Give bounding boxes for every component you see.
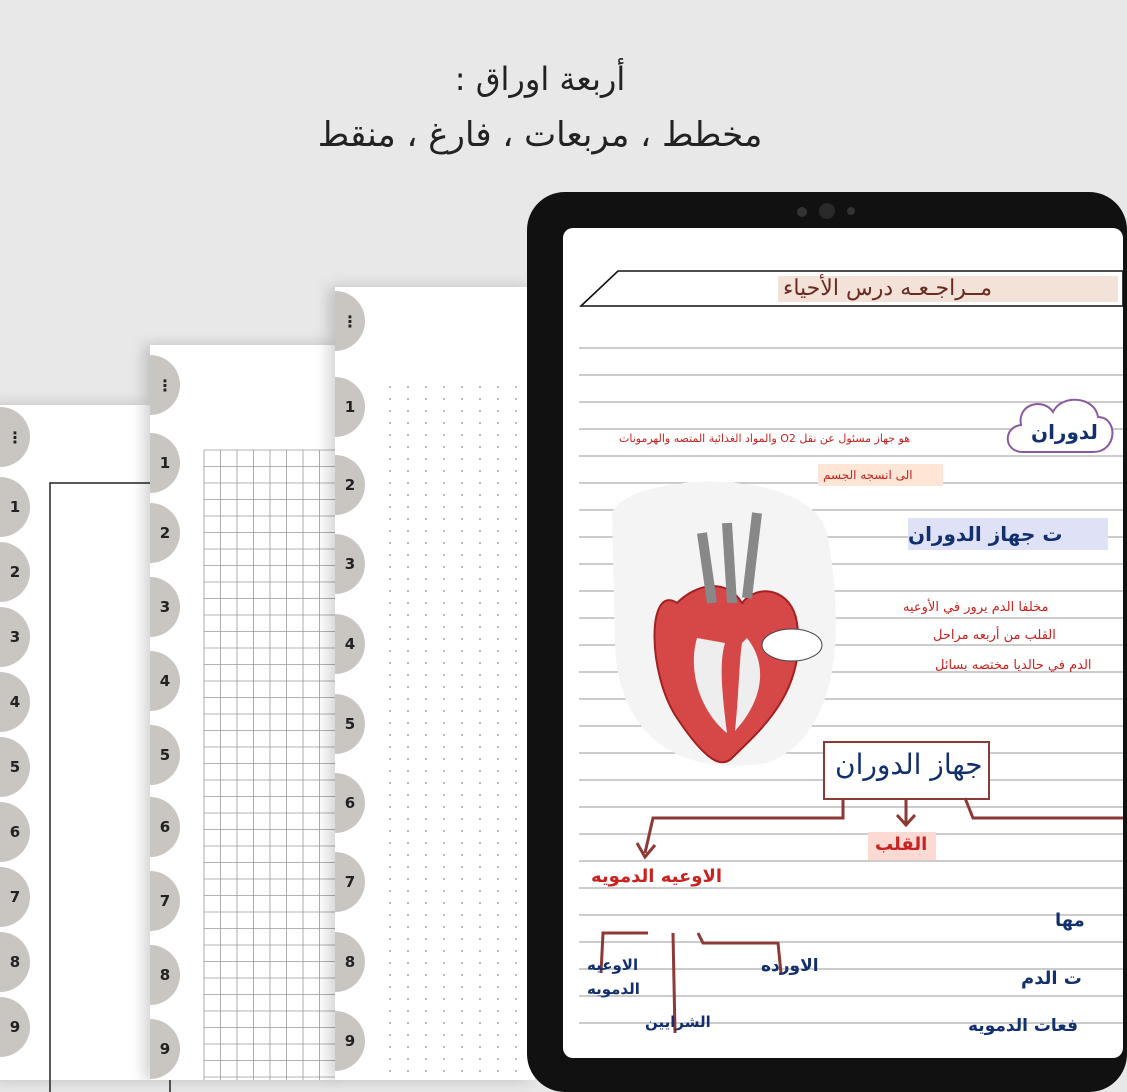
- tab-5[interactable]: 5: [335, 694, 365, 754]
- notes-page[interactable]: [563, 228, 1123, 1058]
- tab-8[interactable]: 8: [150, 945, 180, 1005]
- heart-label: القلب: [875, 834, 928, 855]
- menu-icon[interactable]: ⋮: [335, 291, 365, 351]
- line-a: مخلفا الدم يرور في الأوعيه: [903, 600, 1049, 615]
- menu-icon[interactable]: ⋮: [150, 355, 180, 415]
- tab-1[interactable]: 1: [335, 377, 365, 437]
- heart-diagram: [607, 473, 837, 773]
- definition-line-2: الى انسجه الجسم: [823, 468, 913, 482]
- tab-strip: [335, 287, 365, 1080]
- headline-line1: أربعة اوراق :: [454, 60, 626, 98]
- dot-pattern: [335, 287, 535, 1080]
- tab-8[interactable]: 8: [335, 932, 365, 992]
- tab-4[interactable]: 4: [0, 672, 30, 732]
- tab-3[interactable]: 3: [0, 607, 30, 667]
- right-label-1: مها: [1055, 910, 1085, 931]
- page-title: مــراجـعـه درس الأحياء: [783, 276, 993, 301]
- sensor-icon: [847, 207, 855, 215]
- tab-4[interactable]: 4: [150, 651, 180, 711]
- headline-line2: مخطط ، مربعات ، فارغ ، منقط: [317, 115, 763, 155]
- tab-1[interactable]: 1: [0, 477, 30, 537]
- menu-icon[interactable]: ⋮: [0, 407, 30, 467]
- tab-6[interactable]: 6: [0, 802, 30, 862]
- camera-icon: [819, 203, 835, 219]
- tab-4[interactable]: 4: [335, 614, 365, 674]
- tab-9[interactable]: 9: [150, 1019, 180, 1079]
- blank-page: [0, 405, 150, 1080]
- map-arrows: [563, 793, 1123, 993]
- tab-strip: [0, 405, 30, 1080]
- tab-9[interactable]: 9: [335, 1011, 365, 1071]
- tab-8[interactable]: 8: [0, 932, 30, 992]
- capillaries-label: الشرايين: [645, 1013, 711, 1031]
- central-box-label: جهاز الدوران: [835, 748, 983, 781]
- tab-1[interactable]: 1: [150, 433, 180, 493]
- tab-5[interactable]: 5: [150, 725, 180, 785]
- line-b: القلب من أربعه مراحل: [933, 628, 1056, 643]
- tab-2[interactable]: 2: [150, 503, 180, 563]
- arteries-label-2: الدمويه: [587, 980, 640, 998]
- tab-7[interactable]: 7: [335, 852, 365, 912]
- tab-9[interactable]: 9: [0, 997, 30, 1057]
- grid-page: [150, 345, 340, 1080]
- line-c: الدم في حالديا مختصه بسائل: [935, 658, 1092, 673]
- tab-strip: [150, 345, 180, 1080]
- tab-7[interactable]: 7: [0, 867, 30, 927]
- definition-line-1: هو جهاز مسئول عن نقل O2 والمواد الغذائية المتصه والهرمونات: [619, 432, 911, 445]
- tab-7[interactable]: 7: [150, 871, 180, 931]
- vessels-label: الاوعيه الدمويه: [591, 866, 723, 887]
- tab-3[interactable]: 3: [335, 534, 365, 594]
- right-label-3: فعات الدمويه: [968, 1016, 1079, 1036]
- bubble-label: لدوران: [1031, 420, 1098, 444]
- tablet-device: [527, 192, 1127, 1092]
- tab-2[interactable]: 2: [335, 455, 365, 515]
- tab-3[interactable]: 3: [150, 577, 180, 637]
- veins-label: الاورده: [761, 956, 819, 976]
- components-heading: ت جهاز الدوران: [908, 522, 1063, 546]
- tab-6[interactable]: 6: [335, 773, 365, 833]
- sensor-icon: [797, 207, 807, 217]
- tab-6[interactable]: 6: [150, 797, 180, 857]
- tab-5[interactable]: 5: [0, 737, 30, 797]
- tab-2[interactable]: 2: [0, 542, 30, 602]
- arteries-label-1: الاوعيه: [587, 956, 639, 974]
- dotted-page: [335, 287, 535, 1080]
- right-label-2: ت الدم: [1021, 968, 1082, 989]
